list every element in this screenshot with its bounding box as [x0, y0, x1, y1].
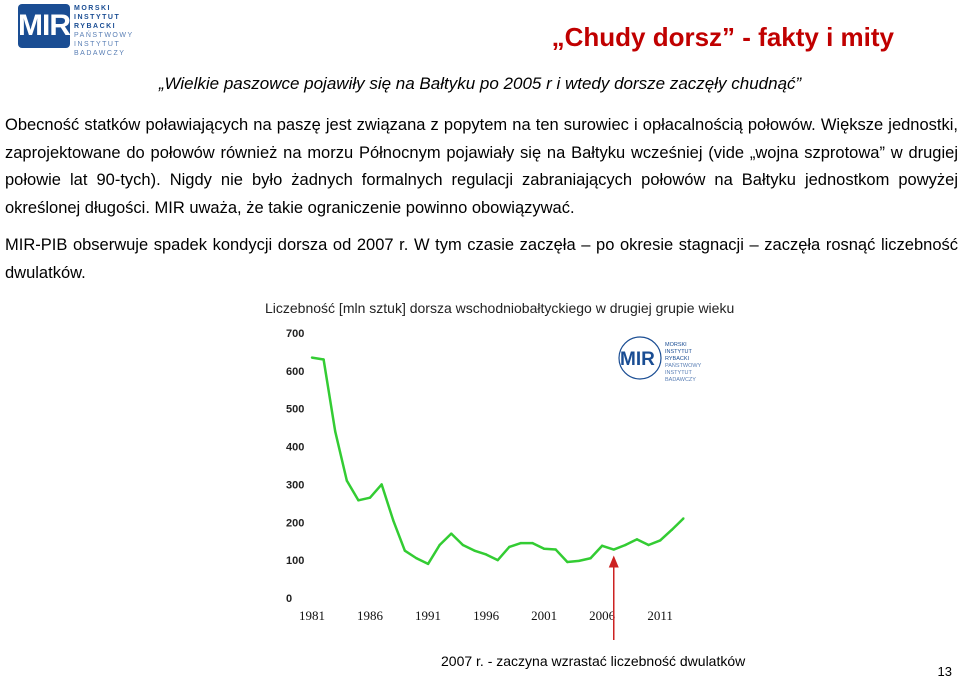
y-tick-label: 400 — [286, 441, 305, 454]
data-point — [462, 544, 464, 546]
data-point — [438, 544, 440, 546]
data-point — [380, 483, 382, 485]
body-paragraph-2: MIR-PIB obserwuje spadek kondycji dorsza od 2007 r. W tym czasie zaczęła – po okresie stagnacji – zaczęła rosnąć liczebność dwulatków. — [5, 236, 958, 282]
chart-logo-line: MORSKI — [665, 342, 687, 348]
data-point — [659, 539, 661, 541]
chart-logo — [619, 337, 702, 383]
mir-logo-mark: MIR — [18, 4, 70, 48]
logo-line: INSTYTUT — [74, 14, 121, 21]
x-tick-label: 2006 — [589, 608, 616, 623]
data-point — [543, 548, 545, 550]
y-axis-ticks — [286, 328, 304, 605]
x-tick-label: 1996 — [473, 608, 500, 623]
chart-logo-line: RYBACKI — [665, 356, 690, 362]
y-tick-label: 0 — [286, 593, 293, 605]
chart-caption: 2007 r. - zaczyna wzrastać liczebność dwulatków — [441, 653, 746, 669]
data-point — [520, 542, 522, 544]
logo-line: PAŃSTWOWY — [74, 32, 134, 39]
logo-line: MORSKI — [74, 5, 111, 12]
cod-abundance-chart — [255, 295, 775, 640]
data-point — [496, 559, 498, 561]
x-tick-label: 2001 — [531, 608, 558, 623]
data-point — [450, 532, 452, 534]
chart-logo-line: INSTYTUT — [665, 370, 692, 376]
logo-line: BADAWCZY — [74, 50, 126, 57]
mir-logo-text — [74, 4, 134, 58]
series-line — [312, 358, 683, 564]
data-point — [613, 548, 615, 550]
data-point — [427, 563, 429, 565]
annotation-layer — [609, 556, 619, 640]
chart-title: Liczebność [mln sztuk] dorsza wschodniobałtyckiego w drugiej grupie wieku — [265, 300, 735, 316]
x-axis-ticks — [299, 608, 673, 623]
data-point — [624, 544, 626, 546]
mir-logo — [18, 4, 134, 57]
data-point — [531, 542, 533, 544]
x-tick-label: 1991 — [415, 608, 442, 623]
chart-logo-mark: MIR — [620, 349, 655, 370]
chart-logo-line: BADAWCZY — [665, 377, 696, 383]
y-tick-label: 700 — [286, 328, 305, 340]
slide-title: „Chudy dorsz” - fakty i mity — [551, 22, 894, 52]
page-number: 13 — [937, 664, 952, 679]
x-tick-label: 1981 — [299, 608, 325, 623]
data-point — [682, 517, 684, 519]
y-tick-label: 200 — [286, 517, 305, 530]
data-point — [357, 499, 359, 501]
x-tick-label: 2011 — [647, 608, 673, 623]
data-point — [647, 544, 649, 546]
data-point — [415, 557, 417, 559]
logo-line: RYBACKI — [74, 23, 117, 30]
data-point — [671, 529, 673, 531]
data-point — [578, 560, 580, 562]
slide-subtitle: „Wielkie paszowce pojawiły się na Bałtyku po 2005 r i wtedy dorsze zaczęły chudnąć” — [158, 74, 802, 93]
data-point — [404, 549, 406, 551]
body-paragraph-1: Obecność statków poławiających na paszę jest związana z popytem na ten surowiec i opłacalnością połowów. Większe jednostki, zaprojektowane do połowów również na morzu Północnym pojawiały się na Bałtyku wcześniej (vide „wojna szprotowa” w drugiej połowie lat 90-tych). Nigdy nie było żadnych formalnych regulacji zabraniających połowów na Bałtyku jednostkom powyżej określonej długości. MIR uważa, że takie ograniczenie powinno obowiązywać. — [5, 116, 958, 217]
data-point — [311, 356, 313, 358]
data-point — [508, 546, 510, 548]
data-point — [589, 557, 591, 559]
x-tick-label: 1986 — [357, 608, 384, 623]
annotation-arrow-head — [609, 556, 619, 568]
data-point — [601, 545, 603, 547]
logo-line: INSTYTUT — [74, 41, 121, 48]
y-tick-label: 100 — [286, 555, 305, 568]
data-points — [311, 356, 685, 565]
data-point — [369, 496, 371, 498]
data-point — [473, 549, 475, 551]
data-point — [566, 561, 568, 563]
y-tick-label: 500 — [286, 403, 305, 416]
y-tick-label: 300 — [286, 479, 305, 492]
data-point — [555, 548, 557, 550]
y-tick-label: 600 — [286, 365, 305, 378]
chart-logo-line: INSTYTUT — [665, 349, 692, 355]
chart-logo-line: PAŃSTWOWY — [665, 363, 702, 369]
data-point — [392, 519, 394, 521]
data-point — [636, 538, 638, 540]
data-point — [334, 430, 336, 432]
data-point — [346, 479, 348, 481]
data-point — [485, 553, 487, 555]
data-point — [322, 358, 324, 360]
